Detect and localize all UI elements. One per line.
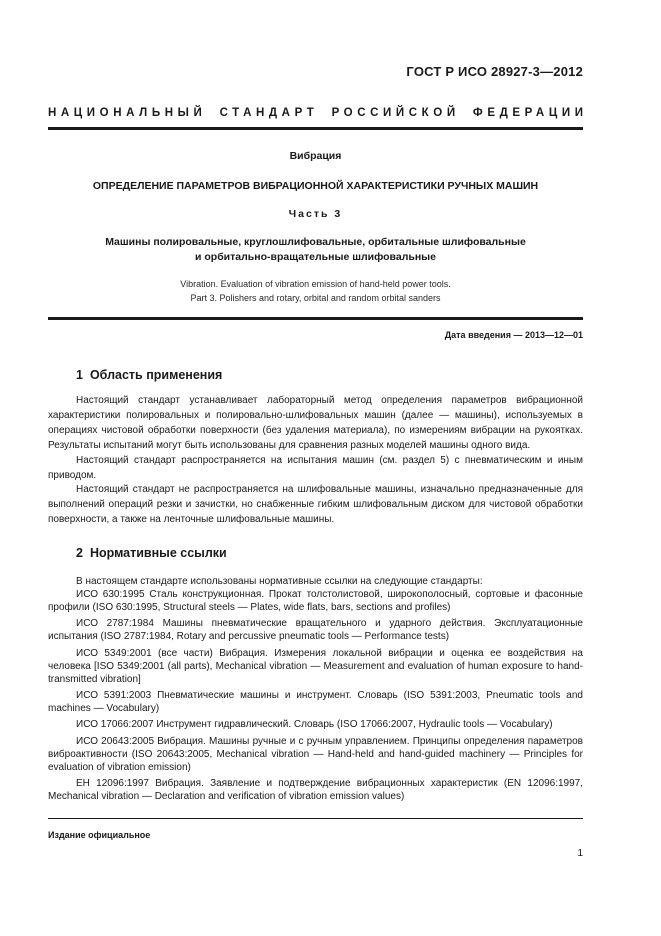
section-title: Область применения [89,368,223,382]
national-standard-title [48,107,588,119]
reference-item: ИСО 5391:2003 Пневматические машины и инструмент. Словарь (ISO 5391:2003, Pneumatic tools and machines — Vocabulary) [48,690,583,715]
section-1-body [48,394,583,528]
footer-divider [48,818,583,819]
reference-item: ИСО 5349:2001 (все части) Вибрация. Измерения локальной вибрации и оценка ее воздействия на человека [ISO 5349:2001 (all parts), Mechanical vibration — Measurement and evaluation of human exposure to hand-transmitted vibration] [48,647,583,685]
subtitle-line: и орбитально-вращательные шлифовальные [195,251,436,263]
title-subtitle [48,235,583,265]
subtitle-line: Машины полировальные, круглошлифовальные, орбитальные шлифовальные [105,236,526,248]
english-title-line: Vibration. Evaluation of vibration emission of hand-held power tools. [180,279,451,289]
paragraph: Настоящий стандарт устанавливает лабораторный метод определения параметров вибрационной характеристики полировальных и полировально-шлифовальных машин (далее — машины), используемых в операциях чистовой обработки поверхности (без удаления материала), по измерениям вибрации на рукоятках. Результаты испытаний могут быть использованы для сравнения разных моделей машины одного вида. [48,395,583,451]
section-title: Нормативные ссылки [89,546,227,560]
national-title-word: РОССИЙСКОЙ [331,107,460,119]
national-title-word: ФЕДЕРАЦИИ [472,107,588,119]
reference-item: ИСО 20643:2005 Вибрация. Машины ручные и с ручным управлением. Принципы определения параметров виброактивности (ISO 20643:2005, Mechanical vibration — Hand-held and hand-guided machinery — Principles for evaluation of vibration emission) [48,735,583,773]
paragraph: Настоящий стандарт распространяется на испытания машин (см. раздел 5) с пневматическим и иным приводом. [48,454,583,481]
reference-item: ЕН 12096:1997 Вибрация. Заявление и подтверждение вибрационных характеристик (EN 12096:1997, Mechanical vibration — Declaration and verification of vibration emission values) [48,777,583,802]
title-part: Часть 3 [288,208,343,220]
title-main: ОПРЕДЕЛЕНИЕ ПАРАМЕТРОВ ВИБРАЦИОННОЙ ХАРАКТЕРИСТИКИ РУЧНЫХ МАШИН [92,180,539,192]
section-1-heading [76,368,222,382]
national-title-word: НАЦИОНАЛЬНЫЙ [48,107,207,119]
title-group: Вибрация [289,150,342,162]
official-edition-label: Издание официальное [48,830,151,840]
page-number: 1 [577,848,583,859]
english-title [48,278,583,305]
national-title-word: СТАНДАРТ [219,107,319,119]
reference-item: ИСО 17066:2007 Инструмент гидравлический. Словарь (ISO 17066:2007, Hydraulic tools — Vocabulary) [76,719,553,731]
introduction-date: Дата введения — 2013—12—01 [444,330,583,340]
standard-number: ГОСТ Р ИСО 28927-3—2012 [406,64,583,79]
section-number: 2 [76,546,83,560]
paragraph: Настоящий стандарт не распространяется на шлифовальные машины, изначально предназначенные для выполнений операций резки и зачистки, но снабженные гибким шлифовальным диском для чистовой обработки поверхности, а также на ленточные шлифовальные машины. [48,484,583,526]
section-2-heading [76,546,227,560]
section-2-body [48,575,583,806]
reference-item: ИСО 630:1995 Сталь конструкционная. Прокат толстолистовой, широкополосный, сортовые и фасонные профили (ISO 630:1995, Structural steels — Plates, wide flats, bars, sections and profiles) [48,589,583,614]
header-divider [48,127,583,130]
references-intro: В настоящем стандарте использованы нормативные ссылки на следующие стандарты: [76,576,483,587]
section-number: 1 [76,368,83,382]
title-divider [48,317,583,320]
reference-item: ИСО 2787:1984 Машины пневматические вращательного и ударного действия. Эксплуатационные испытания (ISO 2787:1984, Rotary and percussive pneumatic tools — Performance tests) [48,618,583,643]
english-title-line: Part 3. Polishers and rotary, orbital and random orbital sanders [190,292,441,303]
